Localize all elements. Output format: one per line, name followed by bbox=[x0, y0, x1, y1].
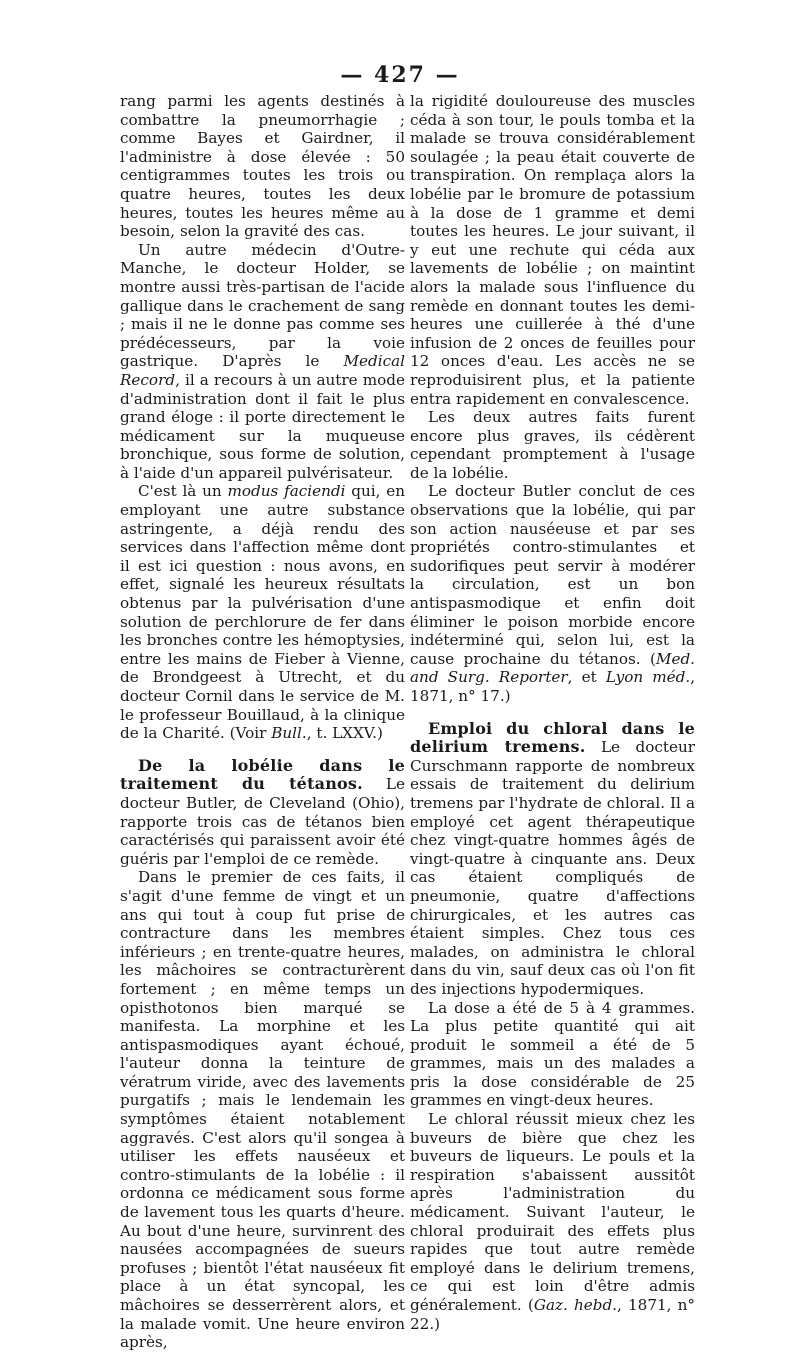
journal-title: Med. and Surg. Reporter bbox=[410, 649, 695, 687]
latin-phrase: modus faciendi bbox=[227, 482, 346, 501]
paragraph: Dans le premier de ces faits, il s'agit d'une femme de vingt et un ans qui tout à coup fut prise de contracture dans les membres inférieurs ; en trente-quatre heures, les mâchoires se contracturèrent fortement ; en même temps un opisthotonos bien marqué se manifesta. La morphine et les antispasmodiques ayant échoué, l'auteur donna la teinture de vératrum viride, avec des lavements purgatifs ; mais le lendemain les symptômes étaient notablement aggravés. C'est alors qu'il songea à utiliser les effets nauséeux et contro-stimulants de la lobélie : il ordonna ce médicament sous forme de lavement tous les quarts d'heure. Au bout d'une heure, survinrent des nausées accompagnées de sueurs profuses ; bientôt l'état nauséeux fit place à un état syncopal, les mâchoires se desserrèrent alors, et la malade vomit. Une heure environ après, bbox=[120, 868, 405, 1352]
section-lobelie: De la lobélie dans le traitement du tétanos. Le docteur Butler, de Cleveland (Ohio), rapporte trois cas de tétanos bien caractérisés qui paraissent avoir été guéris par l'emploi de ce remède. bbox=[120, 755, 405, 868]
paragraph: Un autre médecin d'Outre-Manche, le docteur Holder, se montre aussi très-partisan de l'acide gallique dans le crachement de sang ; mais il ne le donne pas comme ses prédécesseurs, par la voie gastrique. D'après le Medical Record, il a recours à un autre mode d'administration dont il fait le plus grand éloge : il porte directement le médicament sur la muqueuse bronchique, sous forme de solution, à l'aide d'un appareil pulvérisateur. bbox=[120, 240, 405, 482]
page-number: — 427 — bbox=[340, 62, 460, 88]
left-column bbox=[120, 92, 405, 1352]
section-heading: De la lobélie dans le traitement du tétanos. bbox=[120, 755, 405, 794]
journal-title: Lyon méd. bbox=[605, 668, 691, 687]
journal-title: Gaz. hebd. bbox=[533, 1296, 618, 1314]
paragraph: rang parmi les agents destinés à combattre la pneumorrhagie ; comme Bayes et Gairdner, il l'administre à dose élevée : 50 centigrammes toutes les trois ou quatre heures, toutes les deux heures, toutes les heures même au besoin, selon la gravité des cas. bbox=[120, 92, 405, 241]
section-heading: Emploi du chloral dans le delirium tremens. bbox=[410, 718, 695, 757]
journal-title: Medical Record bbox=[120, 352, 405, 389]
paragraph: C'est là un modus faciendi qui, en employant une autre substance astringente, a déjà rendu des services dans l'affection même dont il est ici question : nous avons, en effet, signalé les heureux résultats obtenus par la pulvérisation d'une solution de perchlorure de fer dans les bronches contre les hémoptysies, entre les mains de Fieber à Vienne, de Brondgeest à Utrecht, et du docteur Cornil dans le service de M. le professeur Bouillaud, à la clinique de la Charité. (Voir Bull., t. LXXV.) bbox=[120, 482, 406, 743]
paragraph: la rigidité douloureuse des muscles céda à son tour, le pouls tomba et la malade se trouva considérablement soulagée ; la peau était couverte de transpiration. On remplaça alors la lobélie par le bromure de potassium à la dose de 1 gramme et demi toutes les heures. Le jour suivant, il y eut une rechute qui céda aux lavements de lobélie ; on maintint alors la malade sous l'influence du remède en donnant toutes les demi-heures une cuillerée à thé d'une infusion de 2 onces de feuilles pour 12 onces d'eau. Les accès ne se reproduisirent plus, et la patiente entra rapidement en convalescence. bbox=[410, 92, 695, 408]
paragraph: Les deux autres faits furent encore plus graves, ils cédèrent cependant promptement à l'usage de la lobélie. bbox=[410, 408, 695, 482]
right-column bbox=[410, 92, 695, 1333]
paragraph: La dose a été de 5 à 4 grammes. La plus petite quantité qui ait produit le sommeil a été de 5 grammes, mais un des malades a pris la dose considérable de 25 grammes en vingt-deux heures. bbox=[410, 998, 695, 1110]
section-chloral: Emploi du chloral dans le delirium tremens. Le docteur Curschmann rapporte de nombreux essais de traitement du delirium tremens par l'hydrate de chloral. Il a employé cet agent thérapeutique chez vingt-quatre hommes âgés de vingt-quatre à cinquante ans. Deux cas étaient compliqués de pneumonie, quatre d'affections chirurgicales, et les autres cas étaient simples. Chez tous ces malades, on administra le chloral dans du vin, sauf deux cas où l'on fit des injections hypodermiques. bbox=[410, 718, 695, 998]
paragraph: Le docteur Butler conclut de ces observations que la lobélie, qui par son action nauséeuse et par ses propriétés contro-stimulantes et sudorifiques peut servir à modérer la circulation, est un bon antispasmodique et enfin doit éliminer le poison morbide encore indéterminé qui, selon lui, est la cause prochaine du tétanos. (Med. and Surg. Reporter, et Lyon méd., 1871, n° 17.) bbox=[410, 482, 696, 705]
paragraph: Le chloral réussit mieux chez les buveurs de bière que chez les buveurs de liqueurs. Le pouls et la respiration s'abaissent aussitôt après l'administration du médicament. Suivant l'auteur, le chloral produirait des effets plus rapides que tout autre remède employé dans le delirium tremens, ce qui est loin d'être admis généralement. (Gaz. hebd., 1871, n° 22.) bbox=[410, 1110, 695, 1333]
journal-title: Bull. bbox=[271, 724, 307, 743]
